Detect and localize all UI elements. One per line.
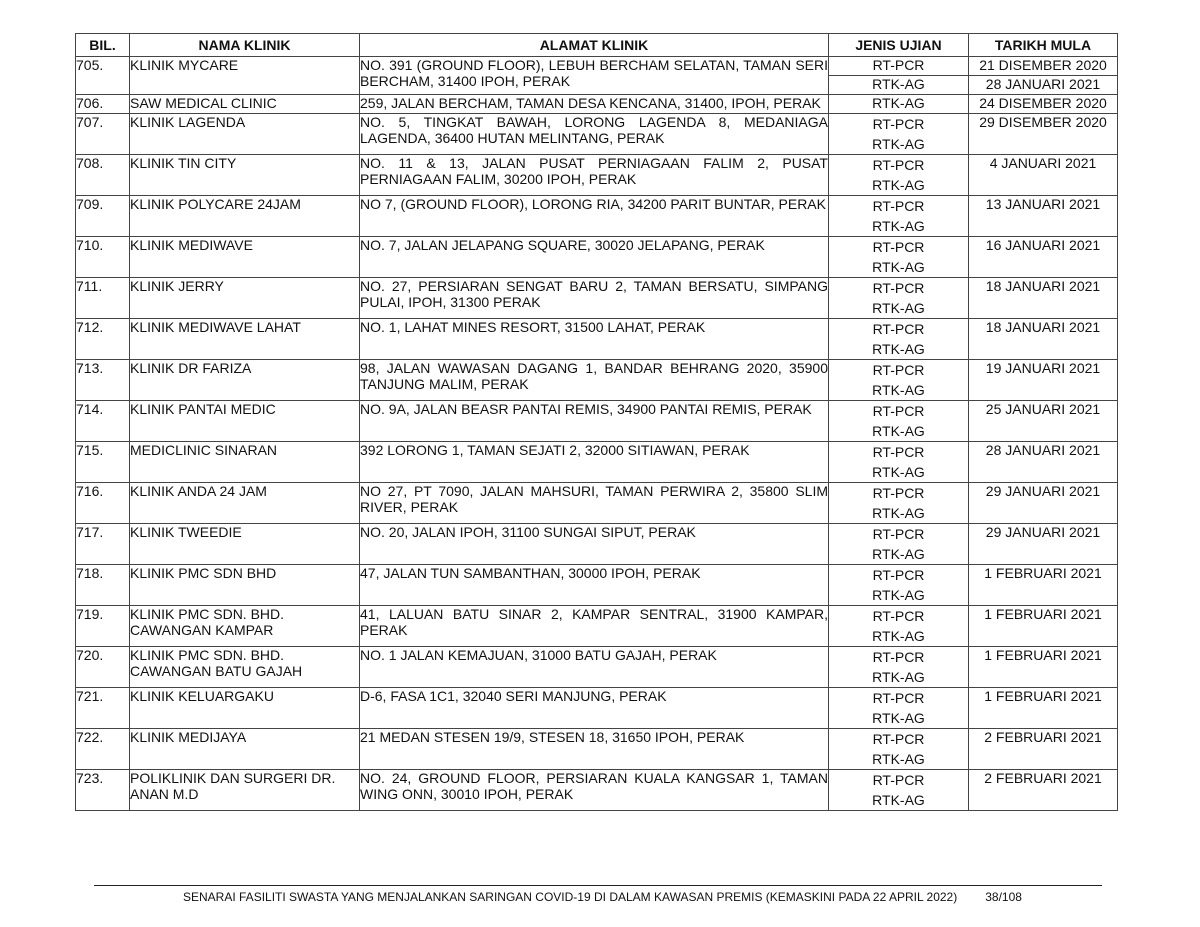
bil-cell: 712.	[76, 319, 130, 360]
tarikh-mula-cell: 28 JANUARI 2021	[969, 442, 1118, 483]
jenis-ujian-value: RTK-AG	[872, 505, 925, 521]
nama-klinik-cell: KLINIK MEDIWAVE	[130, 237, 360, 278]
header-nama-klinik: NAMA KLINIK	[130, 34, 360, 57]
table-row	[76, 770, 1118, 811]
nama-klinik-cell: KLINIK MEDIWAVE LAHAT	[130, 319, 360, 360]
bil-cell: 718.	[76, 565, 130, 606]
jenis-ujian-cell	[829, 442, 969, 483]
nama-klinik-cell: KLINIK MEDIJAYA	[130, 729, 360, 770]
header-bil: BIL.	[76, 34, 130, 57]
tarikh-mula-cell: 1 FEBRUARI 2021	[969, 688, 1118, 729]
jenis-ujian-value: RT-PCR	[872, 362, 925, 378]
footer-divider	[94, 885, 1102, 886]
nama-klinik-cell: KLINIK PANTAI MEDIC	[130, 401, 360, 442]
footer-title: SENARAI FASILITI SWASTA YANG MENJALANKAN SARINGAN COVID-19 DI DALAM KAWASAN PREMIS (KEMASKINI PADA 22 APRIL 2022)	[183, 890, 958, 904]
tarikh-mula-cell: 1 FEBRUARI 2021	[969, 647, 1118, 688]
page-footer	[183, 890, 1022, 904]
jenis-ujian-value: RT-PCR	[872, 649, 925, 665]
jenis-ujian-cell	[829, 565, 969, 606]
jenis-ujian-value: RTK-AG	[872, 669, 925, 685]
bil-cell: 723.	[76, 770, 130, 811]
tarikh-mula-cell: 28 JANUARI 2021	[969, 76, 1118, 95]
jenis-ujian-value: RTK-AG	[872, 300, 925, 316]
nama-klinik-cell: KLINIK DR FARIZA	[130, 360, 360, 401]
tarikh-mula-cell: 18 JANUARI 2021	[969, 319, 1118, 360]
jenis-ujian-cell	[829, 401, 969, 442]
jenis-ujian-value: RT-PCR	[872, 567, 925, 583]
bil-cell: 706.	[76, 95, 130, 114]
nama-klinik-cell: KLINIK ANDA 24 JAM	[130, 483, 360, 524]
table-row	[76, 196, 1118, 237]
jenis-ujian-cell	[829, 360, 969, 401]
jenis-ujian-cell: RTK-AG	[829, 95, 969, 114]
table-row	[76, 237, 1118, 278]
bil-cell: 707.	[76, 114, 130, 155]
jenis-ujian-cell: RT-PCR	[829, 57, 969, 76]
jenis-ujian-value: RTK-AG	[872, 587, 925, 603]
tarikh-mula-cell: 16 JANUARI 2021	[969, 237, 1118, 278]
bil-cell: 721.	[76, 688, 130, 729]
bil-cell: 709.	[76, 196, 130, 237]
table-row	[76, 729, 1118, 770]
jenis-ujian-cell: RTK-AG	[829, 76, 969, 95]
table-row	[76, 647, 1118, 688]
alamat-klinik-cell: NO. 27, PERSIARAN SENGAT BARU 2, TAMAN BERSATU, SIMPANG PULAI, IPOH, 31300 PERAK	[360, 278, 829, 319]
nama-klinik-cell: KLINIK LAGENDA	[130, 114, 360, 155]
bil-cell: 719.	[76, 606, 130, 647]
nama-klinik-cell: KLINIK KELUARGAKU	[130, 688, 360, 729]
alamat-klinik-cell: 259, JALAN BERCHAM, TAMAN DESA KENCANA, 31400, IPOH, PERAK	[360, 95, 829, 114]
table-row	[76, 401, 1118, 442]
tarikh-mula-cell: 2 FEBRUARI 2021	[969, 729, 1118, 770]
alamat-klinik-cell: 21 MEDAN STESEN 19/9, STESEN 18, 31650 IPOH, PERAK	[360, 729, 829, 770]
tarikh-mula-cell: 29 DISEMBER 2020	[969, 114, 1118, 155]
nama-klinik-cell: KLINIK MYCARE	[130, 57, 360, 95]
header-tarikh-mula: TARIKH MULA	[969, 34, 1118, 57]
bil-cell: 711.	[76, 278, 130, 319]
table-row	[76, 483, 1118, 524]
jenis-ujian-value: RTK-AG	[872, 464, 925, 480]
alamat-klinik-cell: NO. 7, JALAN JELAPANG SQUARE, 30020 JELAPANG, PERAK	[360, 237, 829, 278]
table-row	[76, 688, 1118, 729]
table-row	[76, 278, 1118, 319]
nama-klinik-cell: SAW MEDICAL CLINIC	[130, 95, 360, 114]
jenis-ujian-value: RT-PCR	[872, 280, 925, 296]
bil-cell: 722.	[76, 729, 130, 770]
jenis-ujian-value: RT-PCR	[872, 444, 925, 460]
page-number: 38/108	[985, 890, 1022, 904]
clinic-table	[75, 33, 1118, 811]
tarikh-mula-cell: 29 JANUARI 2021	[969, 524, 1118, 565]
jenis-ujian-value: RTK-AG	[872, 710, 925, 726]
nama-klinik-cell: POLIKLINIK DAN SURGERI DR. ANAN M.D	[130, 770, 360, 811]
jenis-ujian-value: RT-PCR	[872, 116, 925, 132]
alamat-klinik-cell: NO. 11 & 13, JALAN PUSAT PERNIAGAAN FALIM 2, PUSAT PERNIAGAAN FALIM, 30200 IPOH, PERAK	[360, 155, 829, 196]
jenis-ujian-value: RTK-AG	[872, 546, 925, 562]
alamat-klinik-cell: 392 LORONG 1, TAMAN SEJATI 2, 32000 SITIAWAN, PERAK	[360, 442, 829, 483]
header-jenis-ujian: JENIS UJIAN	[829, 34, 969, 57]
jenis-ujian-cell	[829, 237, 969, 278]
bil-cell: 715.	[76, 442, 130, 483]
jenis-ujian-value: RTK-AG	[872, 423, 925, 439]
tarikh-mula-cell: 29 JANUARI 2021	[969, 483, 1118, 524]
jenis-ujian-cell	[829, 483, 969, 524]
jenis-ujian-value: RT-PCR	[872, 321, 925, 337]
bil-cell: 717.	[76, 524, 130, 565]
table-row	[76, 606, 1118, 647]
alamat-klinik-cell: 47, JALAN TUN SAMBANTHAN, 30000 IPOH, PERAK	[360, 565, 829, 606]
jenis-ujian-value: RTK-AG	[872, 792, 925, 808]
table-row	[76, 57, 1118, 76]
jenis-ujian-value: RTK-AG	[872, 628, 925, 644]
tarikh-mula-cell: 13 JANUARI 2021	[969, 196, 1118, 237]
nama-klinik-cell: MEDICLINIC SINARAN	[130, 442, 360, 483]
jenis-ujian-value: RT-PCR	[872, 526, 925, 542]
jenis-ujian-cell	[829, 524, 969, 565]
jenis-ujian-value: RT-PCR	[872, 198, 925, 214]
jenis-ujian-value: RTK-AG	[872, 382, 925, 398]
jenis-ujian-value: RT-PCR	[872, 690, 925, 706]
jenis-ujian-value: RTK-AG	[872, 136, 925, 152]
jenis-ujian-value: RTK-AG	[872, 751, 925, 767]
jenis-ujian-value: RTK-AG	[872, 259, 925, 275]
bil-cell: 720.	[76, 647, 130, 688]
header-alamat-klinik: ALAMAT KLINIK	[360, 34, 829, 57]
nama-klinik-cell: KLINIK TIN CITY	[130, 155, 360, 196]
alamat-klinik-cell: 98, JALAN WAWASAN DAGANG 1, BANDAR BEHRANG 2020, 35900 TANJUNG MALIM, PERAK	[360, 360, 829, 401]
table-row	[76, 114, 1118, 155]
alamat-klinik-cell: NO. 20, JALAN IPOH, 31100 SUNGAI SIPUT, PERAK	[360, 524, 829, 565]
jenis-ujian-value: RT-PCR	[872, 772, 925, 788]
tarikh-mula-cell: 4 JANUARI 2021	[969, 155, 1118, 196]
jenis-ujian-cell	[829, 114, 969, 155]
jenis-ujian-cell	[829, 319, 969, 360]
tarikh-mula-cell: 21 DISEMBER 2020	[969, 57, 1118, 76]
jenis-ujian-value: RT-PCR	[872, 403, 925, 419]
tarikh-mula-cell: 24 DISEMBER 2020	[969, 95, 1118, 114]
jenis-ujian-value: RT-PCR	[872, 157, 925, 173]
alamat-klinik-cell: NO 7, (GROUND FLOOR), LORONG RIA, 34200 PARIT BUNTAR, PERAK	[360, 196, 829, 237]
tarikh-mula-cell: 19 JANUARI 2021	[969, 360, 1118, 401]
bil-cell: 714.	[76, 401, 130, 442]
bil-cell: 716.	[76, 483, 130, 524]
table-row	[76, 360, 1118, 401]
tarikh-mula-cell: 18 JANUARI 2021	[969, 278, 1118, 319]
tarikh-mula-cell: 25 JANUARI 2021	[969, 401, 1118, 442]
bil-cell: 705.	[76, 57, 130, 95]
table-row	[76, 155, 1118, 196]
alamat-klinik-cell: NO. 9A, JALAN BEASR PANTAI REMIS, 34900 PANTAI REMIS, PERAK	[360, 401, 829, 442]
alamat-klinik-cell: D-6, FASA 1C1, 32040 SERI MANJUNG, PERAK	[360, 688, 829, 729]
jenis-ujian-value: RT-PCR	[872, 731, 925, 747]
nama-klinik-cell: KLINIK POLYCARE 24JAM	[130, 196, 360, 237]
jenis-ujian-value: RTK-AG	[872, 177, 925, 193]
header-row	[76, 34, 1118, 57]
bil-cell: 713.	[76, 360, 130, 401]
jenis-ujian-value: RT-PCR	[872, 608, 925, 624]
jenis-ujian-value: RT-PCR	[872, 239, 925, 255]
tarikh-mula-cell: 2 FEBRUARI 2021	[969, 770, 1118, 811]
bil-cell: 710.	[76, 237, 130, 278]
alamat-klinik-cell: NO. 1 JALAN KEMAJUAN, 31000 BATU GAJAH, PERAK	[360, 647, 829, 688]
nama-klinik-cell: KLINIK PMC SDN. BHD. CAWANGAN BATU GAJAH	[130, 647, 360, 688]
table-row	[76, 442, 1118, 483]
nama-klinik-cell: KLINIK TWEEDIE	[130, 524, 360, 565]
alamat-klinik-cell: NO. 1, LAHAT MINES RESORT, 31500 LAHAT, PERAK	[360, 319, 829, 360]
jenis-ujian-value: RTK-AG	[872, 218, 925, 234]
alamat-klinik-cell: NO. 5, TINGKAT BAWAH, LORONG LAGENDA 8, MEDANIAGA LAGENDA, 36400 HUTAN MELINTANG, PERAK	[360, 114, 829, 155]
alamat-klinik-cell: 41, LALUAN BATU SINAR 2, KAMPAR SENTRAL, 31900 KAMPAR, PERAK	[360, 606, 829, 647]
table-row	[76, 319, 1118, 360]
nama-klinik-cell: KLINIK PMC SDN BHD	[130, 565, 360, 606]
nama-klinik-cell: KLINIK JERRY	[130, 278, 360, 319]
jenis-ujian-cell	[829, 155, 969, 196]
table-row	[76, 524, 1118, 565]
alamat-klinik-cell: NO. 24, GROUND FLOOR, PERSIARAN KUALA KANGSAR 1, TAMAN WING ONN, 30010 IPOH, PERAK	[360, 770, 829, 811]
bil-cell: 708.	[76, 155, 130, 196]
jenis-ujian-cell	[829, 647, 969, 688]
jenis-ujian-cell	[829, 688, 969, 729]
tarikh-mula-cell: 1 FEBRUARI 2021	[969, 606, 1118, 647]
table-row	[76, 565, 1118, 606]
table-row	[76, 95, 1118, 114]
jenis-ujian-cell	[829, 278, 969, 319]
jenis-ujian-cell	[829, 606, 969, 647]
jenis-ujian-cell	[829, 729, 969, 770]
jenis-ujian-cell	[829, 770, 969, 811]
tarikh-mula-cell: 1 FEBRUARI 2021	[969, 565, 1118, 606]
jenis-ujian-value: RT-PCR	[872, 485, 925, 501]
jenis-ujian-cell	[829, 196, 969, 237]
alamat-klinik-cell: NO. 391 (GROUND FLOOR), LEBUH BERCHAM SELATAN, TAMAN SERI BERCHAM, 31400 IPOH, PERAK	[360, 57, 829, 95]
alamat-klinik-cell: NO 27, PT 7090, JALAN MAHSURI, TAMAN PERWIRA 2, 35800 SLIM RIVER, PERAK	[360, 483, 829, 524]
nama-klinik-cell: KLINIK PMC SDN. BHD. CAWANGAN KAMPAR	[130, 606, 360, 647]
jenis-ujian-value: RTK-AG	[872, 341, 925, 357]
